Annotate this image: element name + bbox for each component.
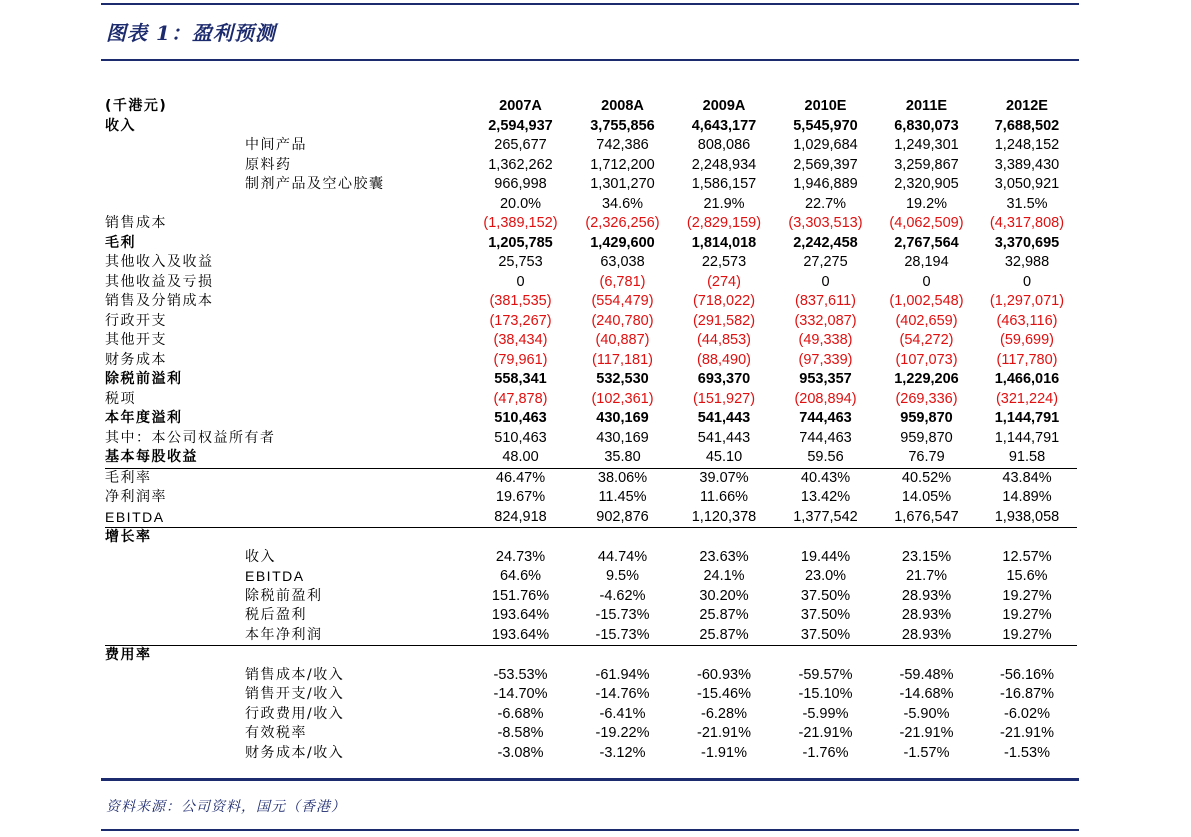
cell-value: 953,357 — [799, 371, 852, 387]
cell-value: -1.53% — [1004, 744, 1050, 761]
row-label: 制剂产品及空心胶囊 — [245, 176, 385, 192]
source-note: 资料来源：公司资料，国元（香港） — [106, 799, 346, 815]
cell-value: (718,022) — [692, 293, 756, 309]
cell-value: 966,998 — [494, 176, 547, 192]
row-label: 毛利 — [105, 234, 136, 251]
table-row — [105, 312, 1077, 332]
cell-value: -61.94% — [595, 666, 650, 683]
cell-value: 25.87% — [699, 607, 749, 623]
cell-value: (837,611) — [795, 293, 856, 309]
cell-value — [469, 646, 572, 666]
cell-value: 23.0% — [804, 568, 847, 584]
row-label: 净利润率 — [105, 489, 167, 505]
cell-value: 35.80 — [604, 449, 641, 465]
cell-value: 510,463 — [494, 410, 547, 426]
cell-value: 12.57% — [1002, 548, 1052, 565]
cell-value: -6.68% — [497, 705, 544, 722]
cell-value: 59.56 — [807, 449, 844, 465]
cell-value: 2,569,397 — [793, 156, 858, 173]
cell-value: (117,780) — [996, 351, 1058, 368]
table-header-row — [105, 97, 1077, 117]
cell-value: 430,169 — [596, 410, 649, 426]
cell-value: (321,224) — [995, 390, 1059, 407]
row-label: 销售成本 — [105, 215, 167, 231]
cell-value: (6,781) — [599, 273, 646, 290]
year-header: 2007A — [499, 98, 542, 114]
cell-value: -59.48% — [899, 666, 954, 683]
cell-value: -1.57% — [903, 744, 950, 761]
cell-value: (44,853) — [696, 332, 751, 348]
row-label: EBITDA — [245, 568, 305, 584]
cell-value: 1,586,157 — [691, 176, 757, 192]
cell-value — [572, 528, 673, 548]
table-row — [105, 429, 1077, 449]
cell-value: (291,582) — [692, 312, 756, 329]
cell-value: 14.89% — [1002, 489, 1052, 505]
cell-value — [775, 646, 876, 666]
cell-value: 151.76% — [491, 587, 550, 604]
cell-value: 27,275 — [803, 254, 848, 270]
unit-label: (千港元) — [105, 98, 168, 114]
cell-value: -21.91% — [999, 725, 1054, 741]
cell-value: 20.0% — [499, 195, 542, 212]
cell-value: -1.91% — [701, 744, 747, 761]
cell-value: (151,927) — [692, 390, 756, 407]
earnings-forecast-table — [105, 97, 1077, 763]
table-row — [105, 448, 1077, 468]
table-row — [105, 508, 1077, 528]
cell-value: (54,272) — [899, 332, 954, 348]
cell-value: -15.46% — [696, 686, 751, 702]
cell-value: 3,389,430 — [994, 156, 1060, 173]
cell-value: 63,038 — [600, 254, 645, 270]
cell-value: 1,377,542 — [793, 508, 858, 525]
page-title: 图表 1：盈利预测 — [106, 21, 276, 45]
cell-value: 7,688,502 — [994, 117, 1060, 134]
row-label: 行政费用/收入 — [245, 705, 345, 722]
cell-value: 21.9% — [703, 195, 745, 212]
cell-value: 1,029,684 — [793, 137, 858, 153]
table-row — [105, 390, 1077, 410]
cell-value: 6,830,073 — [894, 117, 959, 134]
cell-value: 532,530 — [596, 371, 649, 387]
row-label: 其他收益及亏损 — [105, 273, 214, 290]
table-row — [105, 528, 1077, 548]
cell-value: 25,753 — [498, 254, 543, 270]
table-row — [105, 587, 1077, 607]
row-label: 费用率 — [105, 646, 469, 666]
cell-value: (402,659) — [895, 312, 958, 329]
table-row — [105, 351, 1077, 371]
cell-value: -60.93% — [696, 666, 751, 683]
cell-value: -56.16% — [999, 666, 1054, 683]
cell-value: (107,073) — [895, 351, 958, 368]
table-row — [105, 468, 1077, 488]
row-label: 有效税率 — [245, 725, 307, 741]
cell-value: -53.53% — [493, 666, 548, 683]
cell-value: 1,429,600 — [590, 234, 655, 251]
table-row — [105, 685, 1077, 705]
cell-value: 9.5% — [605, 568, 640, 584]
cell-value: 0 — [1022, 273, 1032, 290]
cell-value: 43.84% — [977, 468, 1077, 488]
cell-value: 824,918 — [494, 508, 547, 525]
cell-value: -21.91% — [798, 725, 853, 741]
cell-value: -8.58% — [497, 725, 544, 741]
cell-value: 24.73% — [495, 548, 546, 565]
year-header: 2009A — [702, 98, 746, 114]
cell-value: 1,362,262 — [488, 156, 553, 173]
cell-value: -1.76% — [802, 744, 849, 761]
cell-value — [876, 646, 977, 666]
cell-value: 1,946,889 — [793, 176, 858, 192]
cell-value: (332,087) — [794, 312, 857, 329]
cell-value: 37.50% — [800, 607, 851, 623]
cell-value: 3,259,867 — [894, 156, 959, 173]
table-row — [105, 646, 1077, 666]
table-row — [105, 156, 1077, 176]
table-row — [105, 136, 1077, 156]
cell-value — [469, 528, 572, 548]
cell-value: (2,829,159) — [686, 215, 762, 231]
cell-value: -14.68% — [899, 686, 954, 702]
cell-value: 808,086 — [697, 137, 751, 153]
row-label: 其中：本公司权益所有者 — [105, 429, 276, 446]
cell-value: (47,878) — [493, 390, 548, 407]
cell-value: 28,194 — [904, 254, 949, 270]
cell-value: 23.15% — [901, 548, 952, 565]
cell-value: 91.58 — [1008, 449, 1046, 465]
row-label: 销售及分销成本 — [105, 293, 214, 309]
cell-value: -6.28% — [701, 705, 747, 722]
row-label: 除税前盈利 — [245, 587, 323, 604]
cell-value: 19.2% — [905, 195, 948, 212]
cell-value: 0 — [516, 273, 525, 290]
table-row — [105, 331, 1077, 351]
cell-value: 430,169 — [596, 429, 649, 446]
cell-value: (49,338) — [798, 332, 853, 348]
table-row — [105, 626, 1077, 646]
cell-value: 2,320,905 — [894, 176, 959, 192]
cell-value: -21.91% — [696, 725, 751, 741]
year-header: 2010E — [804, 98, 847, 114]
table-row — [105, 488, 1077, 508]
cell-value: 34.6% — [601, 195, 644, 212]
cell-value: -15.10% — [798, 686, 853, 702]
cell-value: 39.07% — [673, 468, 775, 488]
cell-value: -59.57% — [798, 666, 853, 683]
row-label: 收入 — [245, 548, 276, 565]
cell-value: (1,297,071) — [989, 293, 1065, 309]
cell-value: 15.6% — [1006, 568, 1048, 584]
cell-value: 1,144,791 — [994, 410, 1060, 426]
cell-value: 13.42% — [800, 489, 851, 505]
cell-value: (173,267) — [489, 312, 552, 329]
cell-value: 2,594,937 — [488, 117, 553, 134]
cell-value: (1,389,152) — [483, 215, 558, 231]
table-row — [105, 567, 1077, 587]
row-label: 销售开支/收入 — [245, 686, 345, 702]
cell-value: 37.50% — [800, 587, 851, 604]
cell-value: 3,755,856 — [590, 117, 655, 134]
cell-value: -6.02% — [1004, 705, 1050, 722]
cell-value: 1,248,152 — [994, 137, 1060, 153]
table-row — [105, 253, 1077, 273]
cell-value: -14.70% — [493, 686, 548, 702]
table-row — [105, 705, 1077, 725]
cell-value: 19.27% — [1002, 626, 1052, 643]
cell-value: (4,062,509) — [889, 215, 964, 231]
cell-value: 3,370,695 — [994, 234, 1060, 251]
cell-value: (208,894) — [794, 390, 857, 407]
row-label: 中间产品 — [245, 137, 307, 153]
cell-value: -21.91% — [899, 725, 954, 741]
cell-value: 22,573 — [701, 254, 747, 270]
cell-value: 0 — [922, 273, 931, 290]
cell-value: 19.27% — [1002, 607, 1052, 623]
page-bottom-rule — [101, 829, 1079, 831]
cell-value: 45.10 — [705, 449, 743, 465]
cell-value: 1,144,791 — [994, 429, 1060, 446]
table-row — [105, 409, 1077, 429]
row-label: 税项 — [105, 390, 136, 407]
row-label: 其他开支 — [105, 332, 167, 348]
cell-value: -3.08% — [497, 744, 544, 761]
cell-value — [977, 528, 1077, 548]
cell-value: 1,466,016 — [994, 371, 1060, 387]
cell-value: 28.93% — [901, 607, 952, 623]
cell-value: (4,317,808) — [989, 215, 1065, 231]
cell-value: 744,463 — [799, 410, 852, 426]
cell-value: -4.62% — [599, 587, 646, 604]
row-label: 其他收入及收益 — [105, 254, 214, 270]
cell-value: 742,386 — [596, 137, 649, 153]
table-row — [105, 666, 1077, 686]
cell-value: 558,341 — [494, 371, 547, 387]
cell-value: 25.87% — [699, 626, 749, 643]
row-label: 税后盈利 — [245, 607, 307, 623]
cell-value: 21.7% — [905, 568, 948, 584]
table-row — [105, 370, 1077, 390]
cell-value: 693,370 — [697, 371, 751, 387]
cell-value — [876, 528, 977, 548]
cell-value: (117,181) — [592, 351, 653, 368]
cell-value: 14.05% — [901, 489, 952, 505]
cell-value: 193.64% — [491, 607, 550, 623]
cell-value: 0 — [821, 273, 830, 290]
cell-value — [673, 528, 775, 548]
cell-value — [977, 646, 1077, 666]
cell-value: 19.27% — [1002, 587, 1052, 604]
cell-value — [673, 646, 775, 666]
cell-value: 76.79 — [908, 449, 945, 465]
table-bottom-rule — [101, 778, 1079, 781]
cell-value: 1,938,058 — [994, 508, 1060, 525]
cell-value: 959,870 — [900, 429, 953, 446]
title-bottom-rule — [101, 59, 1079, 61]
cell-value: 48.00 — [502, 449, 539, 465]
cell-value: (40,887) — [595, 332, 650, 348]
cell-value: 19.44% — [800, 548, 851, 565]
row-label: 基本每股收益 — [105, 449, 198, 465]
cell-value: -5.99% — [802, 705, 849, 722]
cell-value: 40.52% — [876, 468, 977, 488]
cell-value: (463,116) — [996, 312, 1058, 329]
cell-value: 11.66% — [699, 489, 749, 505]
table-row — [105, 117, 1077, 137]
cell-value: 24.1% — [703, 568, 745, 584]
row-label: 收入 — [105, 117, 136, 134]
cell-value: 38.06% — [572, 468, 673, 488]
table-body — [105, 97, 1077, 763]
cell-value — [572, 646, 673, 666]
cell-value: (1,002,548) — [889, 293, 964, 309]
cell-value: 1,120,378 — [691, 508, 757, 525]
row-label: 增长率 — [105, 528, 469, 548]
cell-value: -5.90% — [903, 705, 950, 722]
cell-value: 541,443 — [697, 410, 751, 426]
cell-value: -15.73% — [595, 626, 650, 643]
cell-value: 4,643,177 — [691, 117, 757, 134]
cell-value: 5,545,970 — [793, 117, 858, 134]
year-header: 2011E — [905, 98, 948, 114]
table-row — [105, 724, 1077, 744]
row-label: 销售成本/收入 — [245, 666, 345, 683]
table-row — [105, 214, 1077, 234]
cell-value: 30.20% — [699, 587, 749, 604]
row-label: 本年度溢利 — [105, 410, 183, 426]
cell-value: 31.5% — [1006, 195, 1048, 212]
cell-value: 28.93% — [901, 626, 952, 643]
cell-value: 744,463 — [799, 429, 852, 446]
cell-value: 28.93% — [901, 587, 952, 604]
cell-value: (88,490) — [696, 351, 751, 368]
table-row — [105, 234, 1077, 254]
cell-value: (554,479) — [591, 293, 654, 309]
cell-value: 2,242,458 — [793, 234, 858, 251]
cell-value: 23.63% — [699, 548, 749, 565]
cell-value: -19.22% — [595, 725, 650, 741]
cell-value: 1,301,270 — [590, 176, 655, 192]
cell-value: 19.67% — [495, 489, 546, 505]
cell-value: 1,712,200 — [590, 156, 655, 173]
table-row — [105, 744, 1077, 764]
cell-value: -6.41% — [599, 705, 646, 722]
row-label — [105, 195, 469, 215]
cell-value: 2,248,934 — [691, 156, 757, 173]
table-row — [105, 175, 1077, 195]
cell-value: 1,229,206 — [894, 371, 959, 387]
cell-value: (240,780) — [591, 312, 654, 329]
cell-value: 37.50% — [800, 626, 851, 643]
table-row — [105, 606, 1077, 626]
cell-value: 46.47% — [469, 468, 572, 488]
cell-value: 3,050,921 — [994, 176, 1060, 192]
cell-value: (97,339) — [798, 351, 853, 368]
row-label: 除税前溢利 — [105, 371, 183, 387]
row-label: EBITDA — [105, 508, 165, 525]
cell-value: 32,988 — [1004, 254, 1050, 270]
cell-value: 1,676,547 — [894, 508, 959, 525]
row-label: 毛利率 — [105, 468, 469, 488]
table-row — [105, 548, 1077, 568]
cell-value: (3,303,513) — [788, 215, 863, 231]
cell-value: 959,870 — [900, 410, 953, 426]
table-row — [105, 292, 1077, 312]
cell-value: (79,961) — [493, 351, 548, 368]
cell-value: (102,361) — [591, 390, 654, 407]
cell-value — [775, 528, 876, 548]
cell-value: 11.45% — [598, 489, 647, 505]
cell-value: 193.64% — [491, 626, 550, 643]
cell-value: 44.74% — [597, 548, 648, 565]
row-label: 财务成本 — [105, 351, 167, 368]
cell-value: 22.7% — [804, 195, 847, 212]
cell-value: (38,434) — [493, 332, 548, 348]
cell-value: 2,767,564 — [894, 234, 959, 251]
table-row — [105, 273, 1077, 293]
cell-value: -15.73% — [595, 607, 650, 623]
cell-value: 265,677 — [494, 137, 547, 153]
cell-value: -14.76% — [595, 686, 650, 702]
table-row — [105, 195, 1077, 215]
cell-value: 40.43% — [775, 468, 876, 488]
cell-value: 510,463 — [494, 429, 547, 446]
cell-value: 1,814,018 — [691, 234, 757, 251]
cell-value: 1,205,785 — [488, 234, 553, 251]
cell-value: (59,699) — [999, 332, 1054, 348]
row-label: 财务成本/收入 — [245, 744, 345, 761]
cell-value: 1,249,301 — [894, 137, 959, 153]
cell-value: 64.6% — [499, 568, 542, 584]
row-label: 行政开支 — [105, 312, 167, 329]
cell-value: (274) — [707, 273, 741, 290]
cell-value: (2,326,256) — [585, 215, 660, 231]
row-label: 本年净利润 — [245, 626, 323, 643]
title-top-rule — [101, 3, 1079, 5]
cell-value: (381,535) — [489, 293, 552, 309]
cell-value: 541,443 — [697, 429, 751, 446]
cell-value: (269,336) — [895, 390, 958, 407]
cell-value: -16.87% — [999, 686, 1054, 702]
year-header: 2012E — [1006, 98, 1048, 114]
cell-value: 902,876 — [596, 508, 649, 525]
row-label: 原料药 — [245, 156, 292, 173]
cell-value: -3.12% — [599, 744, 646, 761]
year-header: 2008A — [601, 98, 644, 114]
